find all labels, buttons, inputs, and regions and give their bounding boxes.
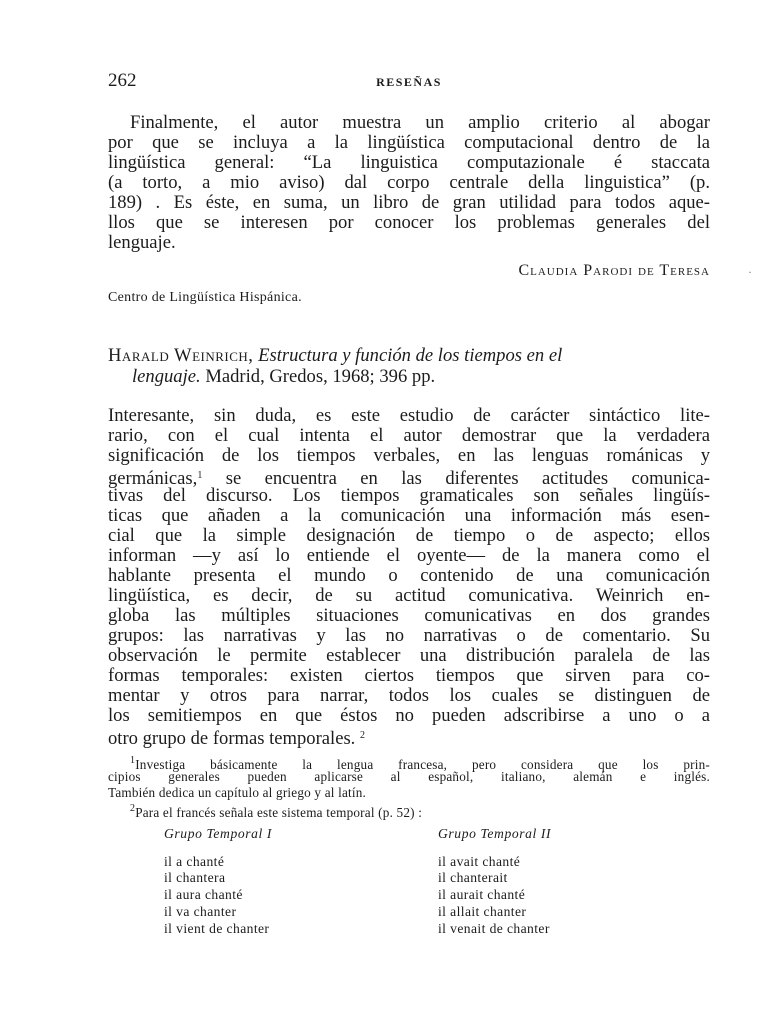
book-author: Harald Weinrich,: [108, 345, 254, 366]
footnote-number-1: 1: [130, 755, 136, 766]
review1-line-3: lingüística general: “La linguistica computazionale é staccata: [108, 152, 710, 173]
tense-group-2-title: Grupo Temporal II: [438, 826, 552, 841]
body-line-4: germánicas,$^1$ se encuentra en las diferentes actitudes comunica-: [108, 468, 710, 489]
tense-group-2-item: il chanterait: [438, 870, 508, 886]
footnote-1-line-1: $^1$Investiga básicamente la lengua francesa, pero considera que los prin-: [130, 755, 710, 772]
tense-group-2-item: il venait de chanter: [438, 920, 550, 936]
footnote-1-line-3: También dedica un capítulo al griego y al latín.: [108, 785, 367, 800]
reviewer-signature: Claudia Parodi de Teresa: [518, 262, 710, 279]
body-line-17: otro grupo de formas temporales. $^2$: [108, 728, 365, 749]
tense-group-1-item: il aura chanté: [164, 887, 243, 903]
review1-line-4: (a torto, a mio aviso) dal corpo centrale della linguistica” (p.: [108, 172, 710, 193]
body-line-11: globa las múltiples situaciones comunicativas en dos grandes: [108, 605, 710, 626]
body-line-13: observación le permite establecer una distribución paralela de las: [108, 645, 710, 666]
tense-group-2-item: il allait chanter: [438, 903, 527, 919]
footnote-2-line-1: $^2$Para el francés señala este sistema temporal (p. 52) :: [130, 803, 423, 820]
footnote-ref-2: 2: [360, 730, 365, 741]
body-line-1: Interesante, sin duda, es este estudio de carácter sintáctico lite-: [108, 405, 710, 426]
footnote-1-line-2: cipios generales pueden aplicarse al español, italiano, alemán e inglés.: [108, 769, 710, 784]
tense-group-1-item: il va chanter: [164, 903, 237, 919]
review1-line-6: llos que se interesen por conocer los problemas generales del: [108, 212, 710, 233]
body-line-15: mentar y otros para narrar, todos los cuales se distinguen de: [108, 685, 710, 706]
tense-group-2-item: il avait chanté: [438, 853, 521, 869]
body-line-14: formas temporales: existen ciertos tiempos que sirven para co-: [108, 665, 710, 686]
review1-line-2: por que se incluya a la lingüística computacional dentro de la: [108, 132, 710, 153]
tense-group-2-item: il aurait chanté: [438, 887, 526, 903]
body-line-5: tivas del discurso. Los tiempos gramaticales son señales lingüís-: [108, 485, 710, 506]
book-title-part-1: Estructura y función de los tiempos en el: [258, 345, 563, 366]
footnote-ref-1: 1: [197, 470, 203, 481]
tense-group-1-title: Grupo Temporal I: [164, 826, 273, 841]
book-title-part-2: lenguaje.: [132, 366, 201, 387]
book-publication: Madrid, Gredos, 1968; 396 pp.: [200, 366, 436, 387]
review1-line-5: 189) . Es éste, en suma, un libro de gran utilidad para todos aque-: [108, 192, 710, 213]
body-line-10: lingüística, es decir, de su actitud comunicativa. Weinrich en-: [108, 585, 710, 606]
reviewer-affiliation: Centro de Lingüística Hispánica.: [108, 290, 302, 305]
body-line-6: ticas que añaden a la comunicación una información más esen-: [108, 505, 710, 526]
footnote-number-2: 2: [130, 803, 136, 814]
book-citation-line-1: [108, 346, 710, 366]
scan-speck: ·: [748, 265, 752, 279]
body-line-2: rario, con el cual intenta el autor demostrar que la verdadera: [108, 425, 710, 446]
tense-group-1-item: il a chanté: [164, 853, 225, 869]
page-header: [108, 70, 710, 94]
body-line-3: significación de los tiempos verbales, en las lenguas románicas y: [108, 445, 710, 466]
body-line-12: grupos: las narrativas y las no narrativas o de comentario. Su: [108, 625, 710, 646]
book-citation-line-2: [132, 367, 710, 387]
body-line-8: informan —y así lo entiende el oyente— de la manera como el: [108, 545, 710, 566]
review1-line-1: Finalmente, el autor muestra un amplio criterio al abogar: [130, 112, 710, 133]
body-line-16: los semitiempos en que éstos no pueden adscribirse a uno o a: [108, 705, 710, 726]
tense-group-1-item: il chantera: [164, 870, 226, 886]
body-line-7: cial que la simple designación de tiempo o de aspecto; ellos: [108, 525, 710, 546]
body-line-9: hablante presenta el mundo o contenido de una comunicación: [108, 565, 710, 586]
tense-group-2: [438, 826, 551, 937]
tense-group-1-item: il vient de chanter: [164, 920, 270, 936]
page-number: 262: [108, 70, 137, 91]
running-head: RESEÑAS: [376, 75, 442, 89]
review1-line-7: lenguaje.: [108, 232, 176, 253]
tense-group-1: [164, 826, 272, 937]
